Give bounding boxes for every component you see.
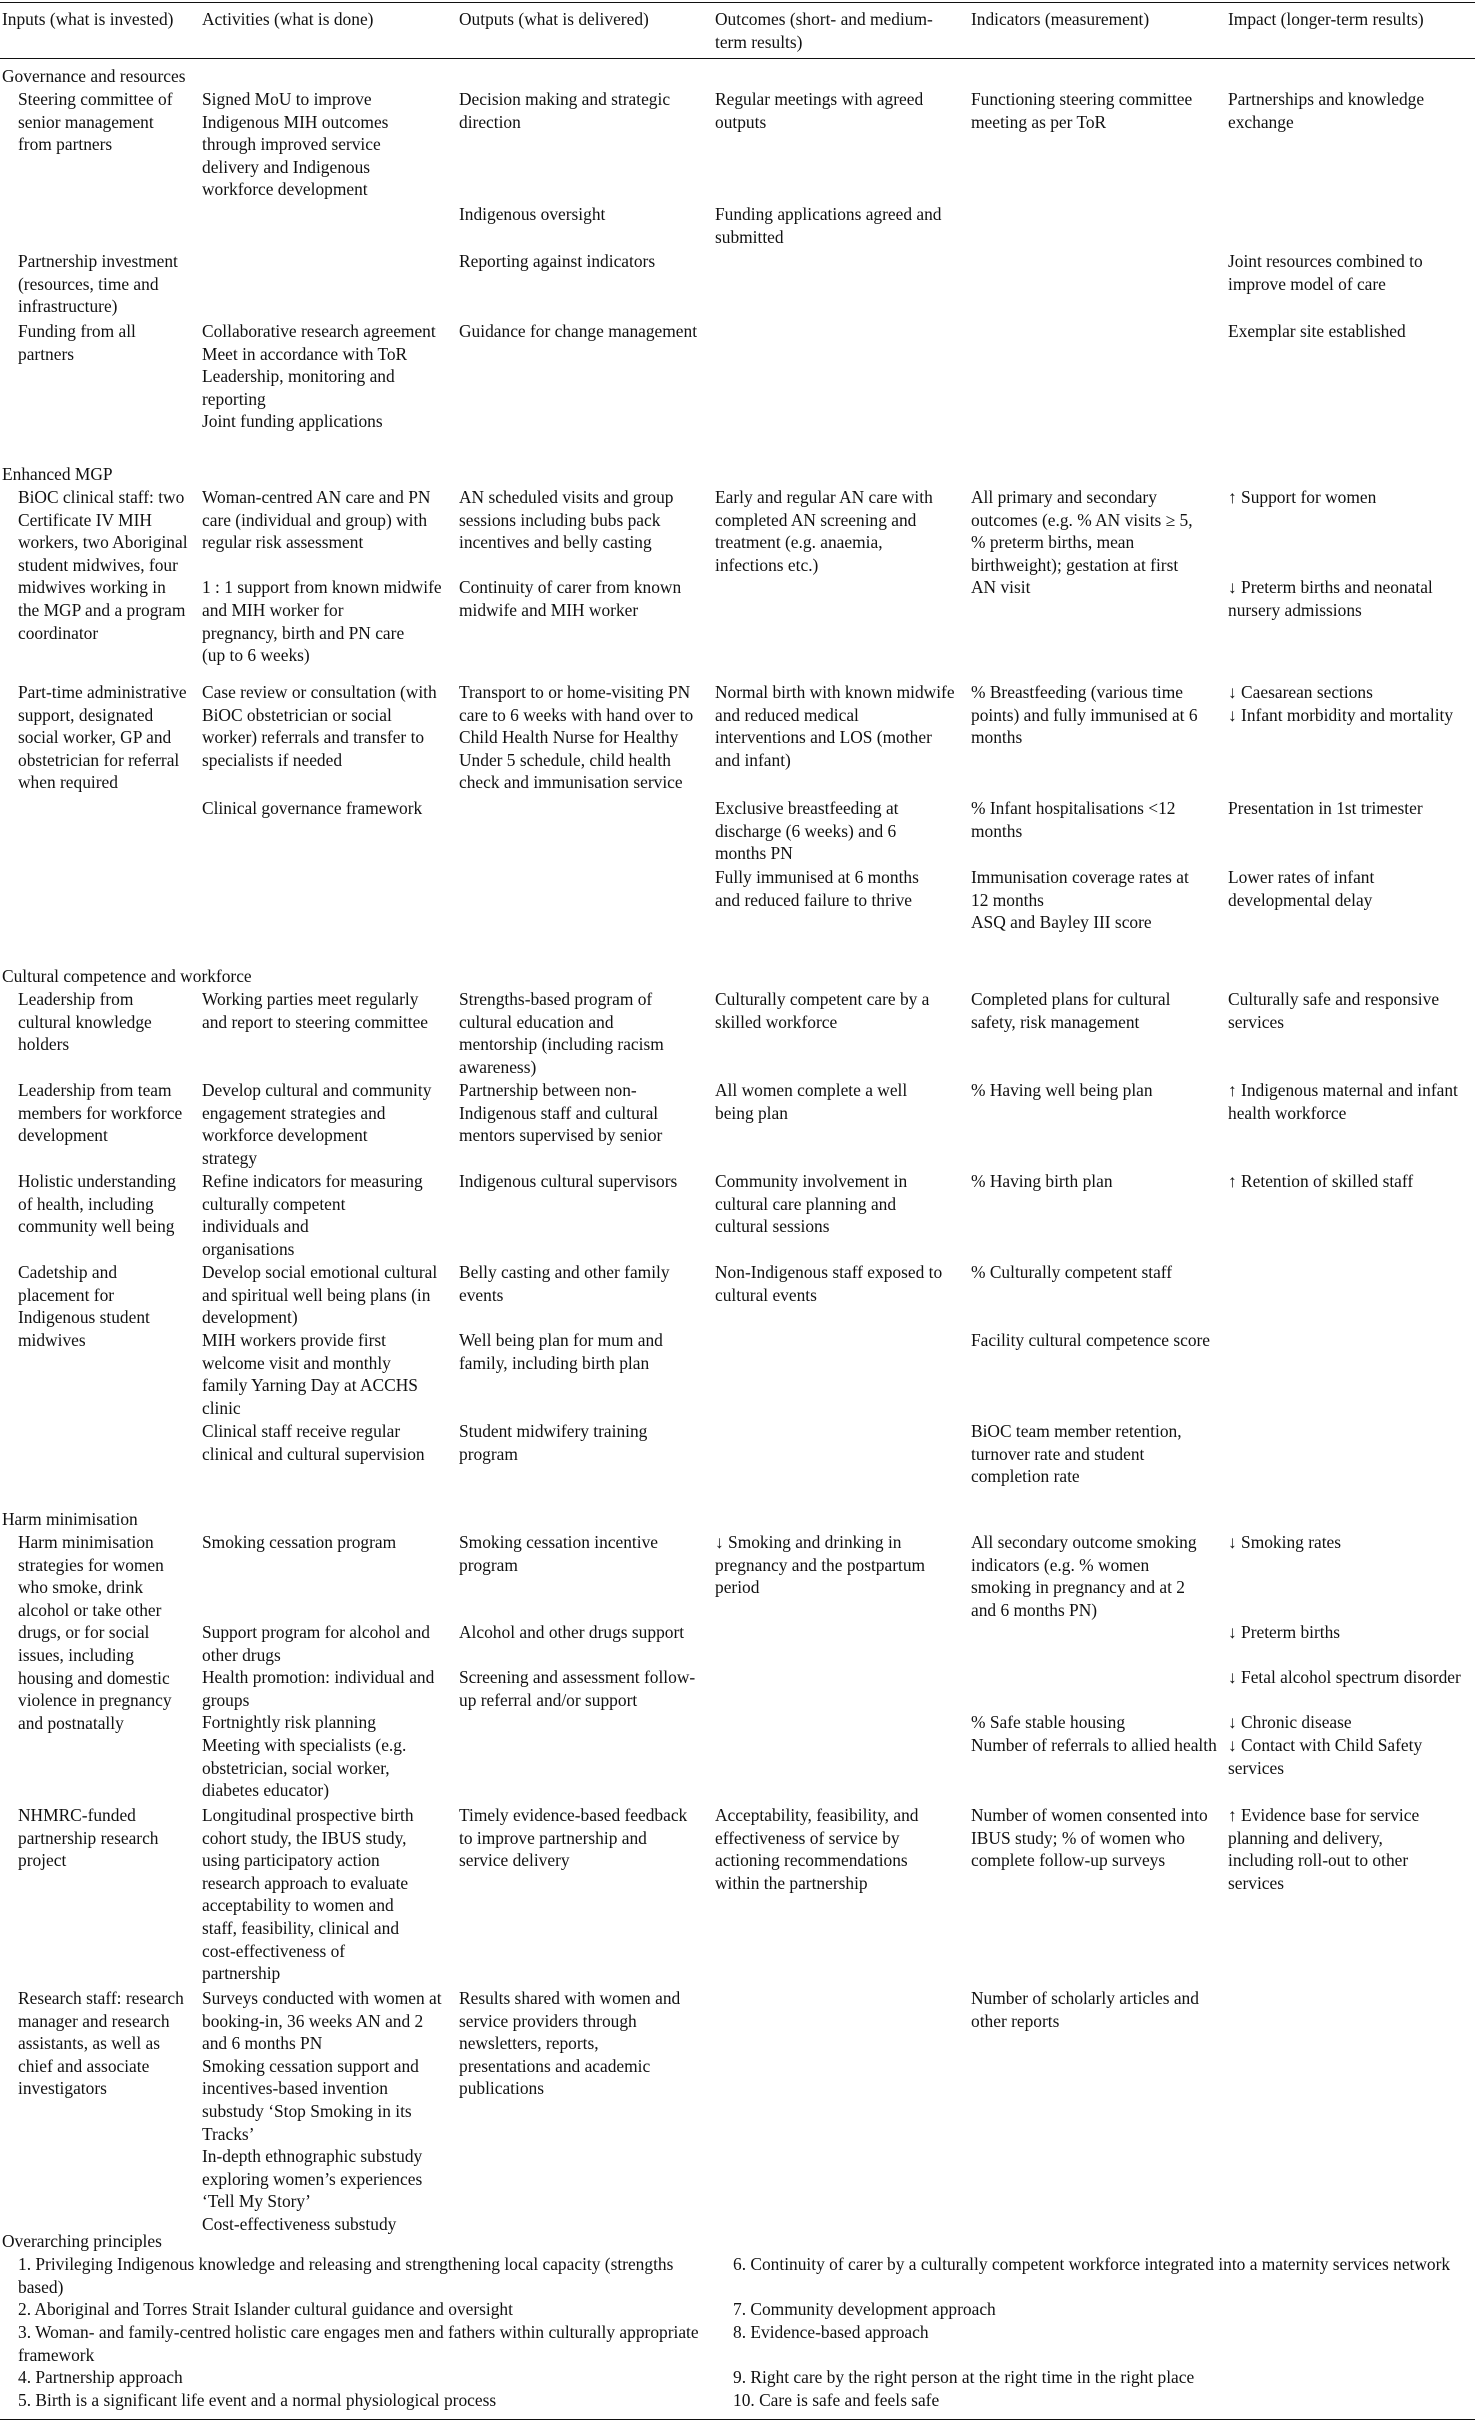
cell-indicators: % preterm births, mean [971,532,1135,553]
cell-activities: Indigenous MIH outcomes [202,111,389,132]
cell-impact: planning and delivery, [1228,1827,1383,1848]
cell-activities: care (individual and group) with [202,509,428,530]
cell-outputs: to improve partnership and [459,1827,647,1848]
cell-outputs: Timely evidence-based feedback [459,1805,688,1825]
cell-impact: ↓ Infant morbidity and mortality [1228,704,1454,725]
cell-activities: welcome visit and monthly [202,1352,391,1373]
cell-inputs: Steering committee of [18,89,173,109]
cell-inputs: strategies for women [18,1554,164,1575]
cell-inputs: manager and research [18,2010,170,2031]
cell-activities: organisations [202,1238,295,1259]
cell-inputs: BiOC clinical staff: two [18,487,185,507]
cell-activities: pregnancy, birth and PN care [202,622,405,643]
cell-outputs: service delivery [459,1850,570,1871]
cell-activities: through improved service [202,134,381,155]
cell-activities: Develop social emotional cultural [202,1262,438,1282]
cell-inputs: NHMRC-funded [18,1805,136,1825]
cell-activities: Meet in accordance with ToR [202,343,408,364]
header-impact: Impact (longer-term results) [1228,9,1424,29]
cell-activities: development) [202,1307,298,1328]
section-title: Harm minimisation [2,1509,138,1529]
cell-outputs: sessions including bubs pack [459,509,661,530]
principle-item: based) [18,2276,64,2297]
cell-impact: services [1228,1872,1285,1893]
cell-inputs: infrastructure) [18,296,118,317]
cell-outputs: Student midwifery training [459,1421,648,1441]
cell-outcomes: Funding applications agreed and [715,204,942,224]
cell-indicators: outcomes (e.g. % AN visits ≥ 5, [971,509,1193,530]
cell-inputs: Leadership from [18,989,134,1009]
cell-activities: substudy ‘Stop Smoking in its [202,2101,412,2121]
cell-outcomes: period [715,1577,760,1598]
cell-inputs: cultural knowledge [18,1011,152,1032]
cell-activities: Joint funding applications [202,411,383,432]
cell-indicators: Number of referrals to allied health [971,1735,1217,1755]
cell-outputs: Results shared with women and [459,1988,681,2008]
cell-inputs: assistants, as well as [18,2033,161,2054]
cell-activities: strategy [202,1147,258,1168]
cell-outcomes: treatment (e.g. anaemia, [715,532,883,553]
header-inputs: Inputs (what is invested) [2,9,174,29]
cell-outputs: direction [459,111,521,132]
section-title: Cultural competence and workforce [2,966,252,986]
principle-item: 8. Evidence-based approach [733,2322,929,2342]
cell-indicators: birthweight); gestation at first [971,554,1179,575]
cell-indicators: IBUS study; % of women who [971,1827,1185,1848]
cell-inputs: Funding from all [18,321,136,341]
cell-inputs: community well being [18,1216,175,1237]
cell-activities: and report to steering committee [202,1011,429,1032]
cell-indicators: and 6 months PN) [971,1599,1098,1620]
cell-activities: cost-effectiveness of [202,1940,346,1961]
cell-impact: nursery admissions [1228,600,1362,620]
cell-impact: services [1228,1011,1285,1032]
cell-inputs: holders [18,1034,70,1055]
cell-impact: Culturally safe and responsive [1228,989,1440,1009]
section-title: Enhanced MGP [2,464,113,484]
cell-indicators: complete follow-up surveys [971,1850,1166,1871]
cell-activities: using participatory action [202,1850,380,1871]
cell-outputs: up referral and/or support [459,1689,638,1710]
cell-activities: research approach to evaluate [202,1872,409,1893]
cell-outcomes: Acceptability, feasibility, and [715,1805,919,1825]
cell-inputs: student midwives, four [18,554,178,575]
cell-indicators: safety, risk management [971,1011,1140,1032]
cell-activities: partnership [202,1963,281,1984]
cell-impact: including roll-out to other [1228,1850,1409,1871]
cell-activities: 1 : 1 support from known midwife [202,577,442,598]
cell-inputs: project [18,1850,67,1871]
cell-indicators: smoking in pregnancy and at 2 [971,1577,1185,1598]
cell-outcomes: effectiveness of service by [715,1827,900,1848]
cell-outcomes: actioning recommendations [715,1850,908,1871]
cell-activities: workforce development [202,1125,368,1146]
cell-outcomes: cultural care planning and [715,1193,897,1214]
cell-activities: Tracks’ [202,2123,255,2144]
cell-outputs: newsletters, reports, [459,2033,599,2054]
cell-impact: health workforce [1228,1102,1347,1123]
cell-impact: Joint resources combined to [1228,251,1423,271]
cell-impact: ↓ Fetal alcohol spectrum disorder [1228,1667,1461,1688]
cell-inputs: Indigenous student [18,1307,150,1328]
cell-activities: regular risk assessment [202,532,364,553]
cell-inputs: support, designated [18,704,154,725]
cell-inputs: Part-time administrative [18,682,187,702]
cell-outputs: Child Health Nurse for Healthy [459,727,679,748]
cell-activities: Support program for alcohol and [202,1622,430,1642]
cell-outputs: awareness) [459,1056,537,1077]
cell-activities: obstetrician, social worker, [202,1757,390,1778]
cell-activities: Clinical staff receive regular [202,1421,401,1441]
cell-inputs: development [18,1125,108,1146]
cell-inputs: drugs, or for social [18,1622,150,1643]
cell-activities: Leadership, monitoring and [202,366,395,387]
cell-activities: other drugs [202,1644,281,1665]
cell-indicators: ASQ and Bayley III score [971,912,1152,933]
cell-inputs: workers, two Aboriginal [18,532,188,553]
cell-indicators: % Culturally competent staff [971,1262,1173,1282]
cell-outcomes: Exclusive breastfeeding at [715,798,899,818]
cell-outcomes: completed AN screening and [715,509,917,530]
cell-indicators: Number of women consented into [971,1805,1208,1825]
cell-activities: BiOC obstetrician or social [202,704,392,725]
cell-activities: family Yarning Day at ACCHS [202,1375,418,1396]
cell-outcomes: pregnancy and the postpartum [715,1554,926,1575]
principle-item: 1. Privileging Indigenous knowledge and releasing and strengthening local capacity (strengths [18,2254,674,2274]
cell-indicators: other reports [971,2010,1060,2031]
cell-impact: ↓ Preterm births and neonatal [1228,577,1433,598]
cell-activities: MIH workers provide first [202,1330,387,1350]
cell-inputs: (resources, time and [18,273,159,294]
cell-outcomes: discharge (6 weeks) and 6 [715,820,897,841]
principle-item: 2. Aboriginal and Torres Strait Islander cultural guidance and oversight [18,2299,513,2319]
cell-inputs: Harm minimisation [18,1532,154,1552]
cell-activities: clinic [202,1397,241,1418]
cell-inputs: partnership research [18,1827,159,1848]
cell-outputs: Guidance for change management [459,321,698,341]
cell-outcomes: and infant) [715,749,791,770]
cell-indicators: months [971,820,1023,841]
header-outputs: Outputs (what is delivered) [459,9,649,29]
cell-indicators: Completed plans for cultural [971,989,1171,1009]
cell-activities: Case review or consultation (with [202,682,437,702]
principle-item: 6. Continuity of carer by a culturally competent workforce integrated into a maternity services network [733,2254,1451,2274]
cell-inputs: Partnership investment [18,251,178,271]
cell-indicators: Functioning steering committee [971,89,1193,109]
cell-outputs: mentorship (including racism [459,1034,664,1055]
principle-item: framework [18,2344,95,2365]
cell-outputs: incentives and belly casting [459,532,652,553]
cell-outputs: events [459,1284,504,1305]
cell-outputs: publications [459,2078,545,2099]
header-rule [0,58,1475,59]
cell-outputs: program [459,1443,518,1464]
cell-outcomes: All women complete a well [715,1080,908,1100]
cell-activities: Working parties meet regularly [202,989,419,1009]
cell-outputs: family, including birth plan [459,1352,650,1373]
header-outcomes: Outcomes (short- and medium- [715,9,933,29]
cell-activities: engagement strategies and [202,1102,386,1123]
cell-inputs: Leadership from team [18,1080,172,1100]
cell-activities: Collaborative research agreement [202,321,436,341]
cell-indicators: points) and fully immunised at 6 [971,704,1198,725]
cell-outcomes: cultural events [715,1284,817,1305]
cell-activities: Cost-effectiveness substudy [202,2214,397,2234]
cell-outputs: cultural education and [459,1011,614,1032]
cell-activities: and spiritual well being plans (in [202,1284,431,1305]
cell-outputs: Alcohol and other drugs support [459,1622,685,1642]
cell-impact: ↓ Preterm births [1228,1622,1341,1642]
cell-outputs: mentors supervised by senior [459,1125,663,1146]
cell-outputs: Continuity of carer from known [459,577,682,598]
cell-impact: exchange [1228,111,1294,132]
cell-inputs: Cadetship and [18,1262,118,1282]
cell-activities: Meeting with specialists (e.g. [202,1735,407,1755]
cell-activities: and MIH worker for [202,600,344,620]
cell-indicators: Facility cultural competence score [971,1330,1211,1350]
cell-activities: cohort study, the IBUS study, [202,1827,407,1848]
cell-activities: Surveys conducted with women at [202,1988,442,2008]
cell-activities: incentives-based invention [202,2078,388,2099]
cell-indicators: % Having well being plan [971,1080,1153,1100]
cell-outputs: Indigenous staff and cultural [459,1102,659,1123]
cell-impact: ↓ Smoking rates [1228,1532,1342,1552]
cell-activities: Clinical governance framework [202,798,423,818]
cell-activities: clinical and cultural supervision [202,1443,425,1464]
cell-indicators: % Safe stable housing [971,1712,1126,1733]
cell-indicators: % Breastfeeding (various time [971,682,1183,702]
cell-outcomes: Normal birth with known midwife [715,682,955,702]
cell-activities: (up to 6 weeks) [202,645,310,666]
cell-outputs: Under 5 schedule, child health [459,749,671,770]
cell-inputs: from partners [18,134,113,155]
cell-impact: ↑ Indigenous maternal and infant [1228,1080,1458,1100]
cell-impact: Partnerships and knowledge [1228,89,1425,109]
cell-activities: ‘Tell My Story’ [202,2191,311,2212]
cell-impact: services [1228,1757,1285,1778]
cell-inputs: of health, including [18,1193,154,1214]
bottom-rule [0,2419,1475,2420]
principle-item: 9. Right care by the right person at the right time in the right place [733,2367,1195,2387]
cell-inputs: chief and associate [18,2055,150,2076]
cell-outputs: program [459,1554,518,1575]
cell-activities: groups [202,1689,250,1710]
cell-activities: worker) referrals and transfer to [202,727,425,748]
cell-inputs: who smoke, drink [18,1577,144,1598]
cell-activities: delivery and Indigenous [202,156,371,177]
cell-activities: acceptability to women and [202,1895,394,1916]
cell-impact: ↓ Caesarean sections [1228,682,1373,702]
cell-outputs: Partnership between non- [459,1080,637,1100]
principle-item: 4. Partnership approach [18,2367,183,2387]
principle-item: 10. Care is safe and feels safe [733,2390,940,2410]
principles-title: Overarching principles [2,2231,162,2251]
cell-outputs: midwife and MIH worker [459,600,639,620]
cell-outcomes: Regular meetings with agreed [715,89,924,109]
cell-inputs: investigators [18,2078,107,2099]
cell-impact: improve model of care [1228,273,1386,294]
cell-inputs: Certificate IV MIH [18,509,152,530]
cell-outputs: check and immunisation service [459,772,683,793]
section-title: Governance and resources [2,66,186,86]
cell-activities: Refine indicators for measuring [202,1171,423,1191]
cell-inputs: Holistic understanding [18,1171,176,1191]
cell-activities: Fortnightly risk planning [202,1712,376,1733]
cell-outcomes: Fully immunised at 6 months [715,867,919,887]
cell-inputs: obstetrician for referral [18,749,180,770]
cell-inputs: members for workforce [18,1102,183,1123]
header-outcomes: term results) [715,31,803,52]
cell-impact: ↓ Chronic disease [1228,1712,1352,1733]
cell-outputs: Screening and assessment follow- [459,1667,696,1688]
cell-indicators: AN visit [971,577,1031,598]
cell-outputs: Well being plan for mum and [459,1330,663,1350]
header-indicators: Indicators (measurement) [971,9,1150,29]
header-activities: Activities (what is done) [202,9,374,29]
cell-impact: ↓ Contact with Child Safety [1228,1735,1423,1755]
cell-indicators: % Having birth plan [971,1171,1113,1191]
cell-indicators: meeting as per ToR [971,111,1107,132]
cell-activities: Smoking cessation support and [202,2055,419,2076]
cell-activities: Signed MoU to improve [202,89,372,109]
cell-outcomes: months PN [715,843,793,864]
cell-indicators: 12 months [971,889,1044,910]
cell-activities: staff, feasibility, clinical and [202,1918,400,1938]
cell-outputs: Transport to or home-visiting PN [459,682,691,702]
cell-activities: reporting [202,388,266,409]
cell-impact: ↑ Support for women [1228,487,1377,507]
cell-impact: ↑ Retention of skilled staff [1228,1171,1414,1191]
cell-indicators: % Infant hospitalisations <12 [971,798,1176,818]
cell-indicators: BiOC team member retention, [971,1421,1182,1441]
cell-outputs: presentations and academic [459,2055,651,2076]
cell-outcomes: within the partnership [715,1872,868,1893]
cell-activities: exploring women’s experiences [202,2168,423,2189]
cell-outputs: Indigenous cultural supervisors [459,1171,678,1191]
cell-outcomes: and reduced medical [715,704,859,725]
cell-activities: booking-in, 36 weeks AN and 2 [202,2010,424,2031]
cell-outcomes: infections etc.) [715,554,819,575]
cell-outcomes: submitted [715,226,784,247]
cell-outcomes: and reduced failure to thrive [715,889,913,910]
principle-item: 7. Community development approach [733,2299,996,2319]
cell-inputs: housing and domestic [18,1667,170,1688]
cell-outputs: AN scheduled visits and group [459,487,674,507]
cell-indicators: All secondary outcome smoking [971,1532,1197,1552]
cell-outputs: Smoking cessation incentive [459,1532,658,1552]
cell-inputs: alcohol or take other [18,1599,162,1620]
cell-activities: Longitudinal prospective birth [202,1805,414,1825]
cell-indicators: All primary and secondary [971,487,1157,507]
cell-outputs: Indigenous oversight [459,204,606,224]
cell-outputs: Reporting against indicators [459,251,656,271]
cell-impact: ↑ Evidence base for service [1228,1805,1420,1825]
cell-outcomes: outputs [715,111,767,132]
cell-outputs: Strengths-based program of [459,989,653,1009]
cell-inputs: when required [18,772,118,793]
cell-inputs: violence in pregnancy [18,1690,172,1711]
principle-item: 3. Woman- and family-centred holistic care engages men and fathers within culturally appropriate [18,2322,699,2342]
cell-indicators: completion rate [971,1466,1080,1487]
cell-activities: Health promotion: individual and [202,1667,435,1688]
cell-outcomes: ↓ Smoking and drinking in [715,1532,902,1552]
cell-indicators: Immunisation coverage rates at [971,867,1189,887]
cell-impact: Lower rates of infant [1228,867,1375,887]
cell-inputs: coordinator [18,622,99,643]
cell-outputs: Decision making and strategic [459,89,671,109]
cell-indicators: months [971,727,1023,748]
cell-inputs: midwives working in [18,577,166,598]
cell-activities: diabetes educator) [202,1780,329,1801]
cell-outputs: Belly casting and other family [459,1262,670,1282]
cell-outcomes: Early and regular AN care with [715,487,933,507]
cell-activities: and 6 months PN [202,2033,323,2054]
cell-indicators: Number of scholarly articles and [971,1988,1199,2008]
cell-inputs: social worker, GP and [18,727,172,748]
cell-outcomes: Community involvement in [715,1171,908,1191]
cell-activities: culturally competent [202,1193,346,1214]
cell-activities: Develop cultural and community [202,1080,432,1100]
cell-outputs: service providers through [459,2010,637,2031]
cell-impact: Exemplar site established [1228,321,1406,341]
cell-inputs: placement for [18,1284,115,1305]
cell-inputs: and postnatally [18,1712,124,1733]
cell-activities: individuals and [202,1216,309,1237]
cell-impact: developmental delay [1228,889,1373,910]
cell-inputs: the MGP and a program [18,600,186,620]
cell-indicators: indicators (e.g. % women [971,1554,1150,1575]
cell-outcomes: being plan [715,1102,788,1123]
cell-outputs: care to 6 weeks with hand over to [459,704,694,725]
cell-outcomes: cultural sessions [715,1216,830,1237]
cell-impact: Presentation in 1st trimester [1228,798,1423,818]
cell-activities: Smoking cessation program [202,1532,397,1552]
cell-activities: workforce development [202,179,368,200]
cell-inputs: senior management [18,111,154,132]
cell-activities: specialists if needed [202,749,343,770]
cell-outcomes: interventions and LOS (mother [715,727,932,748]
cell-inputs: issues, including [18,1645,134,1665]
cell-outcomes: skilled workforce [715,1011,838,1032]
cell-outcomes: Culturally competent care by a [715,989,930,1009]
cell-inputs: Research staff: research [18,1988,184,2008]
cell-activities: In-depth ethnographic substudy [202,2146,423,2167]
principle-item: 5. Birth is a significant life event and a normal physiological process [18,2390,497,2410]
cell-inputs: partners [18,343,75,364]
cell-indicators: turnover rate and student [971,1443,1145,1464]
cell-inputs: midwives [18,1329,86,1350]
top-rule [0,2,1475,3]
cell-outcomes: Non-Indigenous staff exposed to [715,1262,943,1282]
cell-activities: Woman-centred AN care and PN [202,487,431,507]
